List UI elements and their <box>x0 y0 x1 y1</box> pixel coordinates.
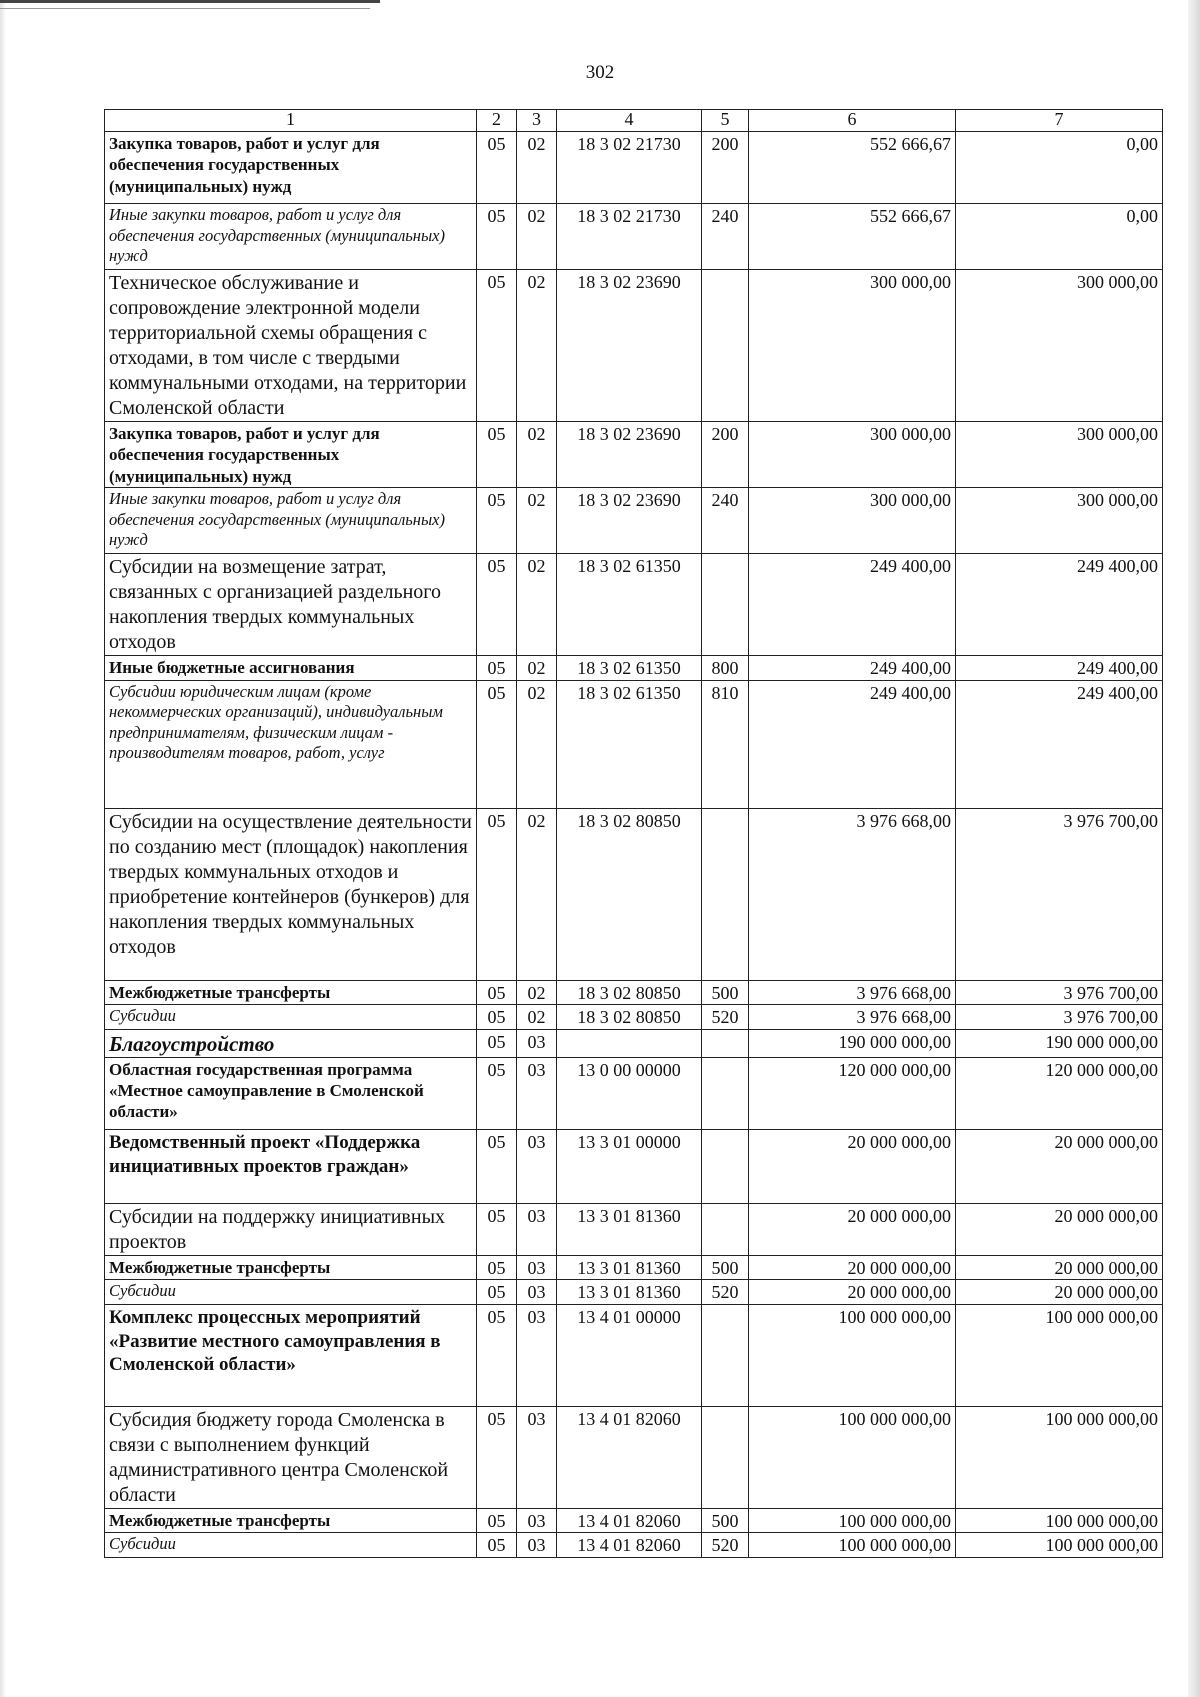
amount-1-cell: 249 400,00 <box>749 656 956 681</box>
scan-edge-top-line <box>0 8 370 9</box>
amount-2-cell: 249 400,00 <box>956 554 1163 656</box>
subsection-code-cell: 02 <box>517 270 557 422</box>
section-code-cell: 05 <box>477 980 517 1005</box>
scan-shadow-right <box>1188 0 1200 1697</box>
expense-type-cell <box>702 1406 749 1508</box>
section-code-cell: 05 <box>477 270 517 422</box>
section-code-cell: 05 <box>477 808 517 980</box>
amount-2-cell: 249 400,00 <box>956 680 1163 808</box>
subsection-code-cell: 03 <box>517 1304 557 1406</box>
expense-type-cell: 800 <box>702 656 749 681</box>
amount-2-cell: 20 000 000,00 <box>956 1129 1163 1203</box>
table-row <box>105 980 1163 1005</box>
target-article-cell: 18 3 02 61350 <box>557 680 702 808</box>
row-name-cell: Межбюджетные трансферты <box>105 1255 477 1280</box>
amount-2-cell: 0,00 <box>956 204 1163 270</box>
section-code-cell: 05 <box>477 1280 517 1305</box>
expense-type-cell <box>702 1304 749 1406</box>
row-name-cell: Межбюджетные трансферты <box>105 1508 477 1533</box>
amount-2-cell: 300 000,00 <box>956 422 1163 488</box>
subsection-code-cell: 03 <box>517 1255 557 1280</box>
expense-type-cell: 500 <box>702 980 749 1005</box>
amount-1-cell: 120 000 000,00 <box>749 1057 956 1129</box>
amount-1-cell: 249 400,00 <box>749 680 956 808</box>
expense-type-cell: 240 <box>702 488 749 554</box>
target-article-cell: 18 3 02 21730 <box>557 204 702 270</box>
subsection-code-cell: 03 <box>517 1029 557 1057</box>
section-code-cell: 05 <box>477 488 517 554</box>
table-row <box>105 656 1163 681</box>
target-article-cell: 18 3 02 23690 <box>557 270 702 422</box>
subsection-code-cell: 03 <box>517 1533 557 1558</box>
expense-type-cell: 200 <box>702 132 749 204</box>
expense-type-cell: 520 <box>702 1005 749 1030</box>
subsection-code-cell: 02 <box>517 680 557 808</box>
expense-type-cell: 520 <box>702 1533 749 1558</box>
target-article-cell: 13 3 01 00000 <box>557 1129 702 1203</box>
amount-2-cell: 249 400,00 <box>956 656 1163 681</box>
amount-2-cell: 3 976 700,00 <box>956 808 1163 980</box>
subsection-code-cell: 02 <box>517 656 557 681</box>
amount-1-cell: 20 000 000,00 <box>749 1280 956 1305</box>
amount-2-cell: 3 976 700,00 <box>956 1005 1163 1030</box>
target-article-cell <box>557 1029 702 1057</box>
expense-type-cell: 810 <box>702 680 749 808</box>
target-article-cell: 18 3 02 80850 <box>557 808 702 980</box>
amount-1-cell: 300 000,00 <box>749 270 956 422</box>
subsection-code-cell: 02 <box>517 132 557 204</box>
row-name-cell: Субсидии на возмещение затрат, связанных с организацией раздельного накопления твердых коммунальных отходов <box>105 554 477 656</box>
row-name-cell: Субсидия бюджету города Смоленска в связи с выполнением функций административного центра Смоленской области <box>105 1406 477 1508</box>
section-code-cell: 05 <box>477 132 517 204</box>
row-name-cell: Комплекс процессных мероприятий «Развитие местного самоуправления в Смоленской области» <box>105 1304 477 1406</box>
amount-2-cell: 300 000,00 <box>956 270 1163 422</box>
target-article-cell: 18 3 02 61350 <box>557 554 702 656</box>
target-article-cell: 18 3 02 23690 <box>557 422 702 488</box>
row-name-cell: Закупка товаров, работ и услуг для обеспечения государственных (муниципальных) нужд <box>105 422 477 488</box>
table-row <box>105 808 1163 980</box>
section-code-cell: 05 <box>477 680 517 808</box>
amount-2-cell: 190 000 000,00 <box>956 1029 1163 1057</box>
table-row <box>105 1255 1163 1280</box>
row-name-cell: Субсидии на поддержку инициативных проектов <box>105 1203 477 1255</box>
amount-1-cell: 20 000 000,00 <box>749 1203 956 1255</box>
target-article-cell: 13 4 01 82060 <box>557 1406 702 1508</box>
scan-edge-top <box>0 0 380 3</box>
subsection-code-cell: 03 <box>517 1406 557 1508</box>
table-row <box>105 1304 1163 1406</box>
table-row <box>105 1203 1163 1255</box>
amount-2-cell: 0,00 <box>956 132 1163 204</box>
expense-type-cell <box>702 1057 749 1129</box>
section-code-cell: 05 <box>477 1129 517 1203</box>
row-name-cell: Закупка товаров, работ и услуг для обеспечения государственных (муниципальных) нужд <box>105 132 477 204</box>
budget-table <box>104 109 1163 1558</box>
amount-1-cell: 100 000 000,00 <box>749 1406 956 1508</box>
expense-type-cell <box>702 554 749 656</box>
amount-1-cell: 300 000,00 <box>749 488 956 554</box>
section-code-cell: 05 <box>477 1203 517 1255</box>
amount-2-cell: 100 000 000,00 <box>956 1508 1163 1533</box>
row-name-cell: Техническое обслуживание и сопровождение электронной модели территориальной схемы обращения с отходами, в том числе с твердыми коммунальными отходами, на территории Смоленской области <box>105 270 477 422</box>
row-name-cell: Субсидии на осуществление деятельности по созданию мест (площадок) накопления твердых коммунальных отходов и приобретение контейнеров (бункеров) для накопления твердых коммунальных отходов <box>105 808 477 980</box>
column-header: 2 <box>477 110 517 132</box>
scan-shadow-left <box>0 0 6 1697</box>
table-row <box>105 1005 1163 1030</box>
row-name-cell: Субсидии <box>105 1533 477 1558</box>
target-article-cell: 18 3 02 80850 <box>557 1005 702 1030</box>
table-row <box>105 204 1163 270</box>
expense-type-cell <box>702 1029 749 1057</box>
expense-type-cell <box>702 1129 749 1203</box>
section-code-cell: 05 <box>477 1304 517 1406</box>
amount-1-cell: 3 976 668,00 <box>749 808 956 980</box>
page-number: 302 <box>585 62 615 83</box>
table-row <box>105 1129 1163 1203</box>
subsection-code-cell: 03 <box>517 1129 557 1203</box>
amount-1-cell: 100 000 000,00 <box>749 1533 956 1558</box>
subsection-code-cell: 02 <box>517 808 557 980</box>
row-name-cell: Иные закупки товаров, работ и услуг для обеспечения государственных (муниципальных) нужд <box>105 204 477 270</box>
row-name-cell: Областная государственная программа «Местное самоуправление в Смоленской области» <box>105 1057 477 1129</box>
subsection-code-cell: 02 <box>517 554 557 656</box>
section-code-cell: 05 <box>477 656 517 681</box>
section-code-cell: 05 <box>477 1508 517 1533</box>
subsection-code-cell: 03 <box>517 1203 557 1255</box>
target-article-cell: 13 3 01 81360 <box>557 1203 702 1255</box>
amount-1-cell: 100 000 000,00 <box>749 1304 956 1406</box>
column-header: 3 <box>517 110 557 132</box>
row-name-cell: Ведомственный проект «Поддержка инициативных проектов граждан» <box>105 1129 477 1203</box>
expense-type-cell: 520 <box>702 1280 749 1305</box>
section-code-cell: 05 <box>477 422 517 488</box>
column-header: 7 <box>956 110 1163 132</box>
section-code-cell: 05 <box>477 1533 517 1558</box>
table-row <box>105 554 1163 656</box>
amount-2-cell: 100 000 000,00 <box>956 1406 1163 1508</box>
amount-1-cell: 3 976 668,00 <box>749 1005 956 1030</box>
target-article-cell: 18 3 02 23690 <box>557 488 702 554</box>
row-name-cell: Субсидии юридическим лицам (кроме некоммерческих организаций), индивидуальным предпринимателям, физическим лицам - производителям товаров, работ, услуг <box>105 680 477 808</box>
table-row <box>105 1280 1163 1305</box>
section-code-cell: 05 <box>477 1406 517 1508</box>
amount-2-cell: 20 000 000,00 <box>956 1280 1163 1305</box>
column-header: 1 <box>105 110 477 132</box>
amount-1-cell: 190 000 000,00 <box>749 1029 956 1057</box>
expense-type-cell: 500 <box>702 1508 749 1533</box>
target-article-cell: 13 0 00 00000 <box>557 1057 702 1129</box>
target-article-cell: 13 3 01 81360 <box>557 1255 702 1280</box>
table-row <box>105 270 1163 422</box>
expense-type-cell: 240 <box>702 204 749 270</box>
section-code-cell: 05 <box>477 1255 517 1280</box>
table-row <box>105 1533 1163 1558</box>
column-header: 4 <box>557 110 702 132</box>
expense-type-cell: 500 <box>702 1255 749 1280</box>
subsection-code-cell: 02 <box>517 204 557 270</box>
amount-2-cell: 3 976 700,00 <box>956 980 1163 1005</box>
subsection-code-cell: 02 <box>517 488 557 554</box>
subsection-code-cell: 03 <box>517 1057 557 1129</box>
table-row <box>105 1406 1163 1508</box>
amount-1-cell: 300 000,00 <box>749 422 956 488</box>
expense-type-cell <box>702 1203 749 1255</box>
target-article-cell: 18 3 02 61350 <box>557 656 702 681</box>
row-name-cell: Субсидии <box>105 1005 477 1030</box>
table-row <box>105 680 1163 808</box>
table-row <box>105 1057 1163 1129</box>
target-article-cell: 13 4 01 00000 <box>557 1304 702 1406</box>
amount-2-cell: 100 000 000,00 <box>956 1304 1163 1406</box>
section-code-cell: 05 <box>477 204 517 270</box>
row-name-cell: Субсидии <box>105 1280 477 1305</box>
column-header: 6 <box>749 110 956 132</box>
amount-1-cell: 552 666,67 <box>749 204 956 270</box>
target-article-cell: 18 3 02 80850 <box>557 980 702 1005</box>
amount-1-cell: 249 400,00 <box>749 554 956 656</box>
table-header-row <box>105 110 1163 132</box>
expense-type-cell <box>702 808 749 980</box>
row-name-cell: Иные закупки товаров, работ и услуг для обеспечения государственных (муниципальных) нужд <box>105 488 477 554</box>
expense-type-cell: 200 <box>702 422 749 488</box>
section-code-cell: 05 <box>477 1029 517 1057</box>
column-header: 5 <box>702 110 749 132</box>
subsection-code-cell: 03 <box>517 1280 557 1305</box>
amount-2-cell: 20 000 000,00 <box>956 1203 1163 1255</box>
amount-1-cell: 552 666,67 <box>749 132 956 204</box>
section-code-cell: 05 <box>477 554 517 656</box>
subsection-code-cell: 02 <box>517 980 557 1005</box>
amount-1-cell: 20 000 000,00 <box>749 1255 956 1280</box>
amount-2-cell: 20 000 000,00 <box>956 1255 1163 1280</box>
subsection-code-cell: 02 <box>517 1005 557 1030</box>
target-article-cell: 13 4 01 82060 <box>557 1508 702 1533</box>
amount-2-cell: 120 000 000,00 <box>956 1057 1163 1129</box>
expense-type-cell <box>702 270 749 422</box>
table-row <box>105 132 1163 204</box>
table-row <box>105 488 1163 554</box>
subsection-code-cell: 02 <box>517 422 557 488</box>
amount-2-cell: 300 000,00 <box>956 488 1163 554</box>
row-name-cell: Иные бюджетные ассигнования <box>105 656 477 681</box>
target-article-cell: 18 3 02 21730 <box>557 132 702 204</box>
table-row <box>105 422 1163 488</box>
table-row <box>105 1029 1163 1057</box>
amount-1-cell: 20 000 000,00 <box>749 1129 956 1203</box>
amount-1-cell: 100 000 000,00 <box>749 1508 956 1533</box>
subsection-code-cell: 03 <box>517 1508 557 1533</box>
row-name-cell: Благоустройство <box>105 1029 477 1057</box>
amount-1-cell: 3 976 668,00 <box>749 980 956 1005</box>
section-code-cell: 05 <box>477 1005 517 1030</box>
section-code-cell: 05 <box>477 1057 517 1129</box>
table-body <box>105 132 1163 1558</box>
amount-2-cell: 100 000 000,00 <box>956 1533 1163 1558</box>
table-row <box>105 1508 1163 1533</box>
row-name-cell: Межбюджетные трансферты <box>105 980 477 1005</box>
target-article-cell: 13 3 01 81360 <box>557 1280 702 1305</box>
target-article-cell: 13 4 01 82060 <box>557 1533 702 1558</box>
